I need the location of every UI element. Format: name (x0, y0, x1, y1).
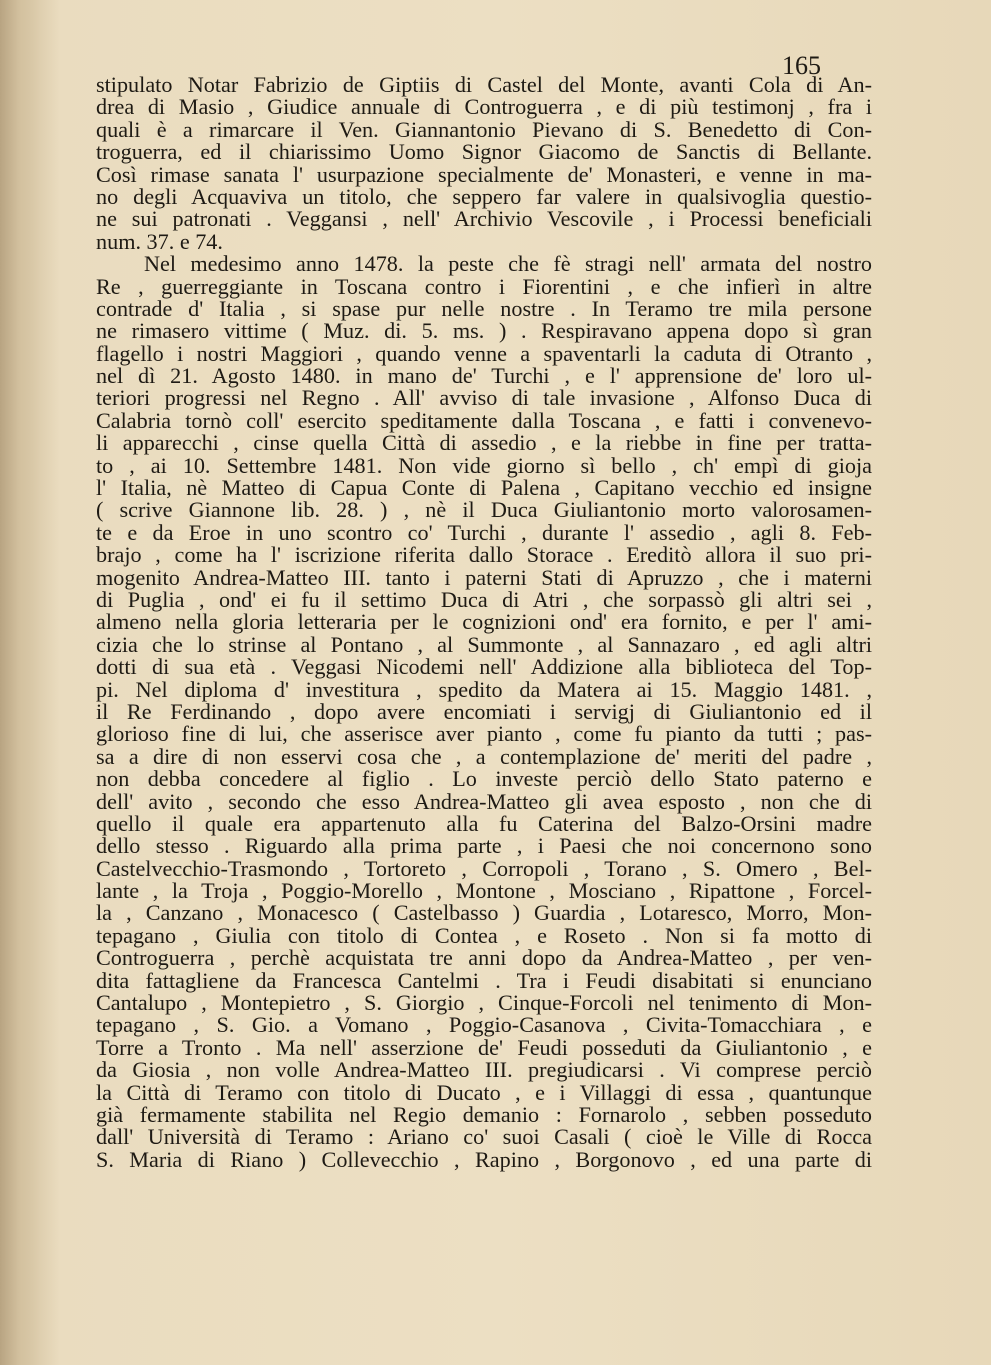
text-line: S. Maria di Riano ) Collevecchio , Rapino , Borgonovo , ed una parte di (96, 1146, 872, 1172)
text-line: il Re Ferdinando , dopo avere encomiati i servigj di Giuliantonio ed il (96, 698, 872, 724)
text-line: contrade d' Italia , si spase pur nelle nostre . In Teramo tre mila persone (96, 295, 872, 321)
text-line: dall' Università di Teramo : Ariano co' suoi Casali ( cioè le Ville di Rocca (96, 1124, 872, 1150)
text-line: non debba concedere al figlio . Lo investe perciò dello Stato paterno e (96, 766, 872, 792)
text-line: te e da Eroe in uno scontro co' Turchi , durante l' assedio , agli 8. Feb- (96, 519, 872, 545)
text-line: dita fattagliene da Francesca Cantelmi . Tra i Feudi disabitati si enunciano (96, 967, 872, 993)
text-line: ne rimasero vittime ( Muz. di. 5. ms. ) . Respiravano appena dopo sì gran (96, 318, 872, 344)
text-line: Torre a Tronto . Ma nell' asserzione de' Feudi posseduti da Giuliantonio , e (96, 1034, 872, 1060)
text-line: Così rimase sanata l' usurpazione specialmente de' Monasteri, e venne in ma- (96, 161, 872, 187)
text-line: mogenito Andrea-Matteo III. tanto i paterni Stati di Apruzzo , che i materni (96, 564, 872, 590)
text-line: sa a dire di non esservi cosa che , a contemplazione de' meriti del padre , (96, 743, 872, 769)
text-line: troguerra, ed il chiarissimo Uomo Signor Giacomo de Sanctis di Bellante. (96, 139, 872, 165)
text-line: dell' avito , secondo che esso Andrea-Matteo gli avea esposto , non che di (96, 788, 872, 814)
text-line: to , ai 10. Settembre 1481. Non vide giorno sì bello , ch' empì di gioja (96, 452, 872, 478)
text-line: dotti di sua età . Veggasi Nicodemi nell' Addizione alla biblioteca del Top- (96, 654, 872, 680)
text-line: cizia che lo strinse al Pontano , al Summonte , al Sannazaro , ed agli altri (96, 631, 872, 657)
text-line: già fermamente stabilita nel Regio demanio : Fornarolo , sebben posseduto (96, 1101, 872, 1127)
text-line: num. 37. e 74. (96, 228, 223, 254)
text-line: stipulato Notar Fabrizio de Giptiis di Castel del Monte, avanti Cola di An- (96, 72, 872, 97)
text-line: drea di Masio , Giudice annuale di Controguerra , e di più testimonj , fra i (96, 94, 872, 120)
text-line: l' Italia, nè Matteo di Capua Conte di Palena , Capitano vecchio ed insigne (96, 475, 872, 501)
text-line: dello stesso . Riguardo alla prima parte , i Paesi che noi concernono sono (96, 833, 872, 859)
text-line: la , Canzano , Monacesco ( Castelbasso ) Guardia , Lotaresco, Morro, Mon- (96, 900, 872, 926)
text-line: da Giosia , non volle Andrea-Matteo III. pregiudicarsi . Vi comprese perciò (96, 1057, 872, 1083)
text-line: glorioso fine di lui, che asserisce aver pianto , come fu pianto da tutti ; pas- (96, 721, 872, 747)
page-body-text (96, 74, 872, 1171)
text-line: pi. Nel diploma d' investitura , spedito da Matera ai 15. Maggio 1481. , (96, 676, 872, 702)
page-number: 165 (782, 51, 821, 80)
text-line: Nel medesimo anno 1478. la peste che fè stragi nell' armata del nostro (144, 251, 872, 277)
text-line: di Puglia , ond' ei fu il settimo Duca di Atri , che sorpassò gli altri sei , (96, 586, 872, 612)
text-line: brajo , come ha l' iscrizione riferita dallo Storace . Ereditò allora il suo pri- (96, 542, 872, 568)
text-line: tepagano , S. Gio. a Vomano , Poggio-Casanova , Civita-Tomacchiara , e (96, 1012, 872, 1038)
text-line: ne sui patronati . Veggansi , nell' Archivio Vescovile , i Processi beneficiali (96, 206, 872, 232)
text-line: quali è a rimarcare il Ven. Giannantonio Pievano di S. Benedetto di Con- (96, 116, 872, 142)
text-line: Re , guerreggiante in Toscana contro i Fiorentini , e che infierì in altre (96, 273, 872, 299)
text-line: ( scrive Giannone lib. 28. ) , nè il Duca Giuliantonio morto valorosamen- (96, 497, 872, 523)
page-gutter-shadow (0, 0, 60, 1365)
text-line: teriori progressi nel Regno . All' avviso di tale invasione , Alfonso Duca di (96, 385, 872, 411)
text-line: lante , la Troja , Poggio-Morello , Montone , Mosciano , Ripattone , Forcel- (96, 878, 872, 904)
text-line: flagello i nostri Maggiori , quando venne a spaventarli la caduta di Otranto , (96, 340, 872, 366)
text-line: Controguerra , perchè acquistata tre anni dopo da Andrea-Matteo , per ven- (96, 945, 872, 971)
text-line: Calabria tornò coll' esercito speditamente dalla Toscana , e fatti i convenevo- (96, 407, 872, 433)
text-line: Castelvecchio-Trasmondo , Tortoreto , Corropoli , Torano , S. Omero , Bel- (96, 855, 872, 881)
text-line: la Città di Teramo con titolo di Ducato , e i Villaggi di essa , quantunque (96, 1079, 872, 1105)
text-line: quello il quale era appartenuto alla fu Caterina del Balzo-Orsini madre (96, 810, 872, 836)
text-line: li apparecchi , cinse quella Città di assedio , e la riebbe in fine per tratta- (96, 430, 872, 456)
text-line: Cantalupo , Montepietro , S. Giorgio , Cinque-Forcoli nel tenimento di Mon- (96, 990, 872, 1016)
text-line: nel dì 21. Agosto 1480. in mano de' Turchi , e l' apprensione de' loro ul- (96, 363, 872, 389)
text-line: almeno nella gloria letteraria per le cognizioni ond' era fornito, e per l' ami- (96, 609, 872, 635)
text-line: tepagano , Giulia con titolo di Contea , e Roseto . Non si fa motto di (96, 922, 872, 948)
text-line: no degli Acquaviva un titolo, che seppero far valere in qualsivoglia questio- (96, 183, 872, 209)
